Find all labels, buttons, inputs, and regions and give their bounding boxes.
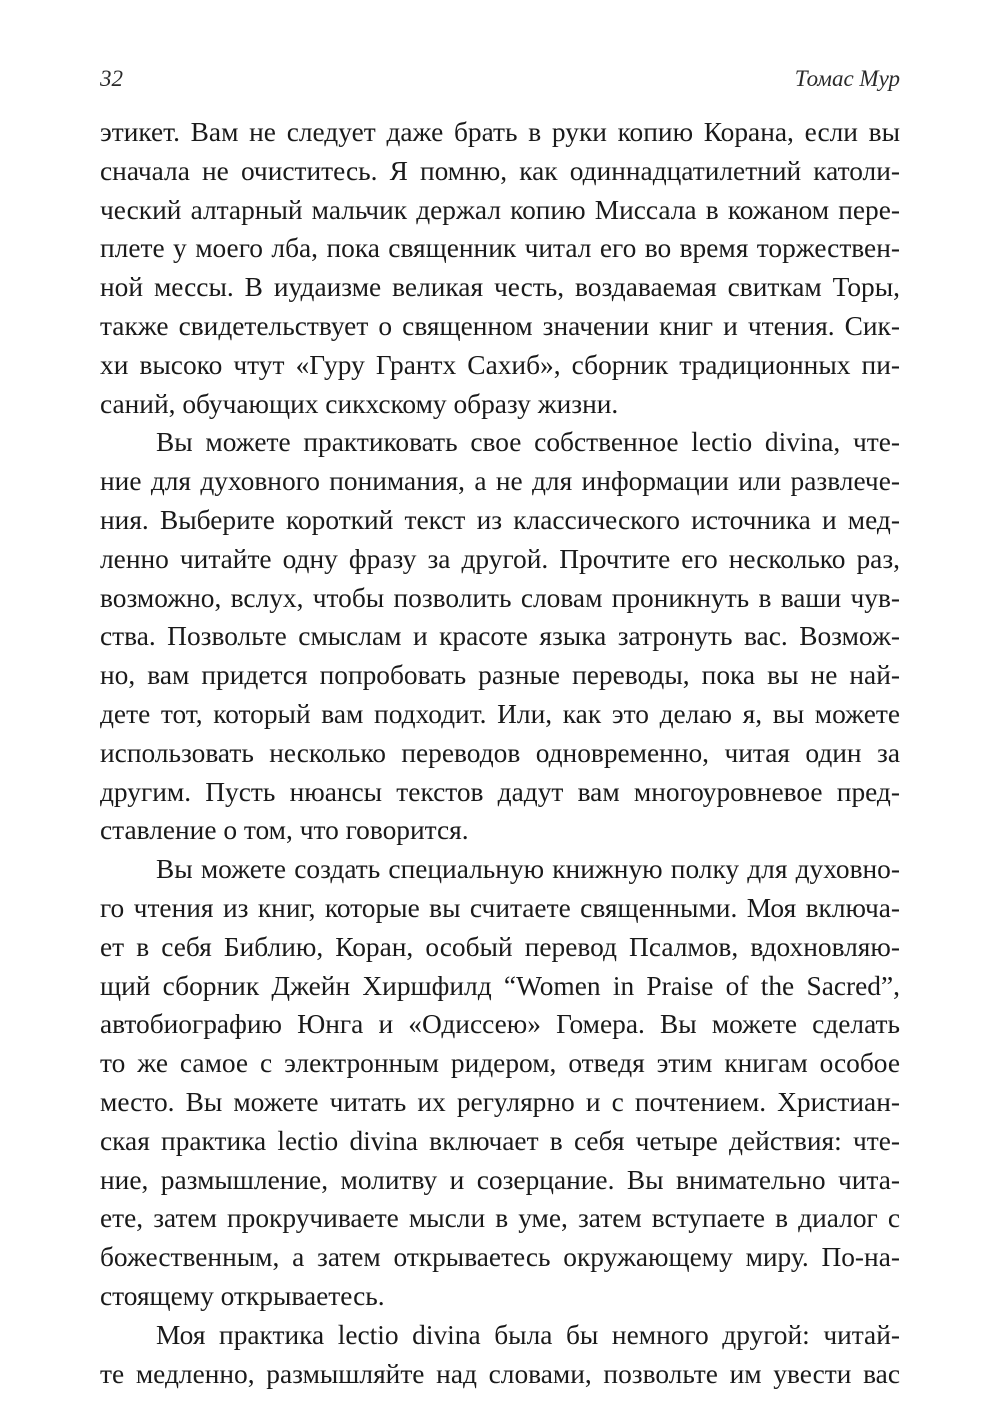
running-head	[100, 66, 900, 96]
text-line: саний, обучающих сикхскому образу жизни.	[100, 388, 619, 419]
text-line: ская практика lectio divina включает в себя четыре действия: чте-	[100, 1125, 900, 1156]
text-line: использовать несколько переводов одновременно, читая один за	[100, 737, 900, 768]
text-line: также свидетельствует о священном значении книг и чтения. Сик-	[100, 310, 900, 341]
text-line: ние для духовного понимания, а не для информации или развлече-	[100, 466, 900, 497]
text-line: но, вам придется попробовать разные переводы, пока вы не най-	[100, 660, 900, 691]
text-line: дете тот, который вам подходит. Или, как это делаю я, вы можете	[100, 698, 900, 729]
text-line: ческий алтарный мальчик держал копию Миссала в кожаном пере-	[100, 194, 900, 225]
text-line: Вы можете создать специальную книжную полку для духовно-	[156, 854, 900, 885]
text-line: ставление о том, что говорится.	[100, 815, 469, 846]
text-line: место. Вы можете читать их регулярно и с почтением. Христиан-	[100, 1086, 900, 1117]
text-line: автобиографию Юнга и «Одиссею» Гомера. Вы можете сделать	[100, 1009, 900, 1040]
text-line: ете, затем прокручиваете мысли в уме, затем вступаете в диалог с	[100, 1203, 900, 1234]
text-line: ной мессы. В иудаизме великая честь, воздаваемая свиткам Торы,	[100, 272, 900, 303]
page-number: 32	[100, 66, 123, 91]
paragraph	[100, 113, 900, 423]
paragraph	[100, 850, 900, 1316]
text-line: Вы можете практиковать свое собственное lectio divina, чте-	[156, 427, 900, 458]
text-line: щий сборник Джейн Хиршфилд “Women in Praise of the Sacred”,	[100, 970, 900, 1001]
text-line: ния. Выберите короткий текст из классического источника и мед-	[100, 504, 900, 535]
text-line: другим. Пусть нюансы текстов дадут вам многоуровневое пред-	[100, 776, 900, 807]
text-line: этикет. Вам не следует даже брать в руки копию Корана, если вы	[100, 117, 900, 147]
text-line: Моя практика lectio divina была бы немного другой: читай-	[156, 1319, 900, 1350]
text-line: плете у моего лба, пока священник читал его во время торжествен-	[100, 233, 900, 264]
paragraph	[100, 1316, 900, 1394]
text-line: божественным, а затем открываетесь окружающему миру. По-на-	[100, 1242, 900, 1273]
text-line: те медленно, размышляйте над словами, позвольте им увести вас	[100, 1358, 900, 1389]
header-author: Томас Мур	[794, 66, 900, 91]
text-line: то же самое с электронным ридером, отведя этим книгам особое	[100, 1048, 900, 1079]
text-line: ние, размышление, молитву и созерцание. Вы внимательно чита-	[100, 1164, 900, 1195]
text-line: сначала не очиститесь. Я помню, как одиннадцатилетний католи-	[100, 155, 900, 186]
text-line: стоящему открываетесь.	[100, 1280, 385, 1311]
text-line: ленно читайте одну фразу за другой. Прочтите его несколько раз,	[100, 543, 900, 574]
text-line: го чтения из книг, которые вы считаете священными. Моя включа-	[100, 892, 900, 923]
text-line: ет в себя Библию, Коран, особый перевод Псалмов, вдохновляю-	[100, 931, 900, 962]
text-line: хи высоко чтут «Гуру Грантх Сахиб», сборник традиционных пи-	[100, 349, 900, 380]
text-line: ства. Позвольте смыслам и красоте языка затронуть вас. Возмож-	[100, 621, 900, 652]
text-line: возможно, вслух, чтобы позволить словам проникнуть в ваши чув-	[100, 582, 900, 613]
paragraph	[100, 423, 900, 850]
body-text	[100, 113, 900, 1393]
